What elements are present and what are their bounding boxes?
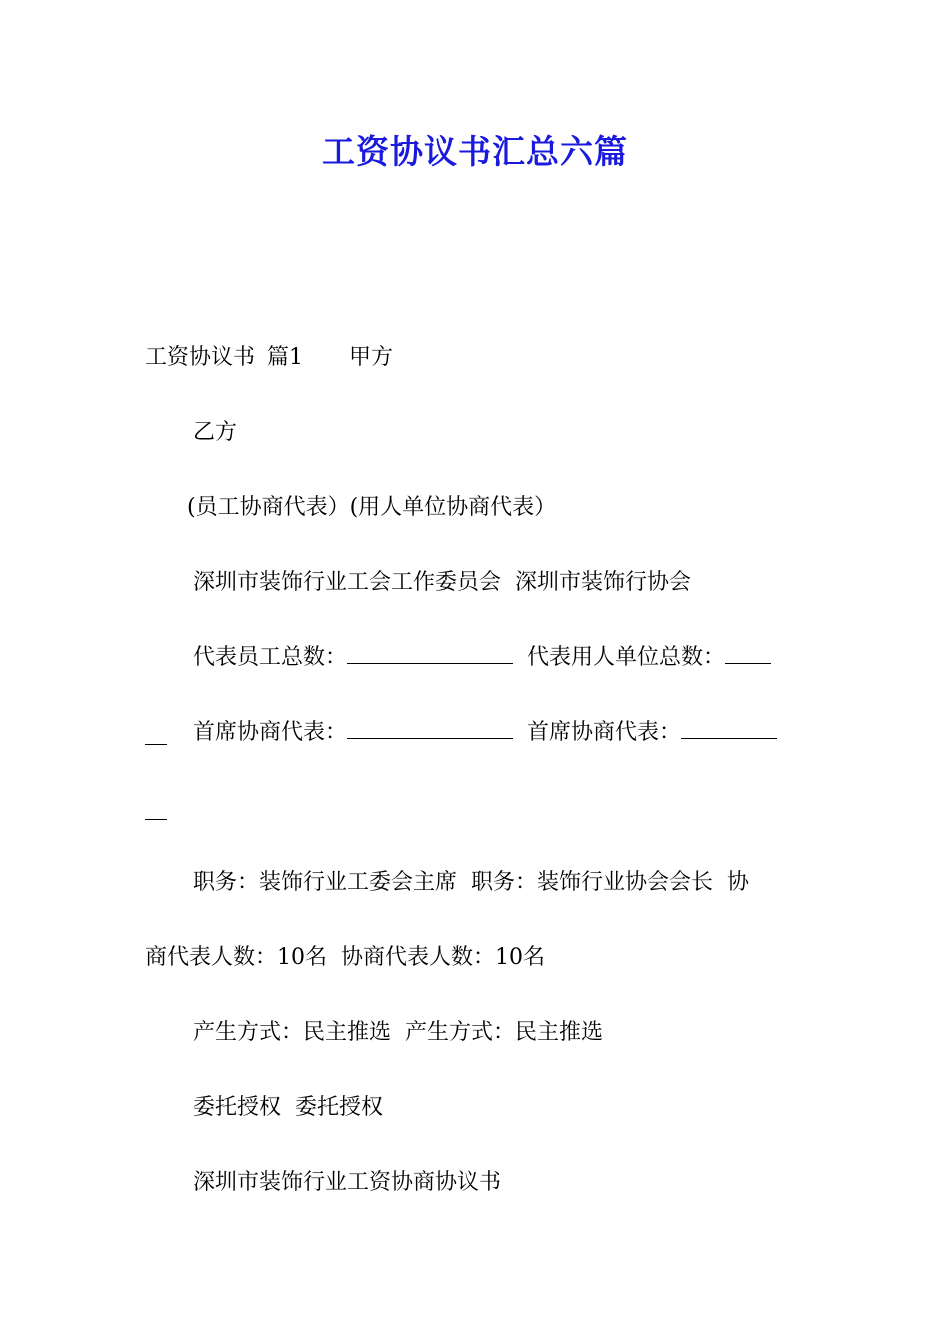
selection-method-line bbox=[193, 1016, 603, 1050]
chief-negotiator-a-label: 首席协商代表： bbox=[193, 720, 348, 745]
negotiator-count-a: 商代表人数：10名 bbox=[145, 945, 327, 970]
heading-line bbox=[145, 341, 393, 375]
totals-line bbox=[193, 641, 771, 675]
agreement-heading: 工资协议书 bbox=[145, 345, 256, 370]
chief-negotiator-a-blank bbox=[347, 720, 513, 739]
total-employers-label: 代表用人单位总数： bbox=[527, 645, 726, 670]
authorization-a: 委托授权 bbox=[193, 1095, 282, 1120]
union-committee-name: 深圳市装饰行业工会工作委员会 bbox=[193, 570, 502, 595]
total-employers-blank-continued bbox=[145, 726, 167, 745]
selection-method-b: 产生方式：民主推选 bbox=[405, 1020, 604, 1045]
total-employees-label: 代表员工总数： bbox=[193, 645, 348, 670]
agreement-name-line: 深圳市装饰行业工资协商协议书 bbox=[193, 1170, 502, 1195]
position-a: 职务：装饰行业工委会主席 bbox=[193, 870, 458, 895]
section-number: 篇1 bbox=[267, 345, 304, 370]
total-employers-blank bbox=[725, 645, 771, 664]
position-line-tail: 协 bbox=[727, 870, 750, 895]
chief-negotiator-line bbox=[193, 716, 777, 750]
organizations-line bbox=[193, 566, 691, 600]
negotiator-count-b: 协商代表人数：10名 bbox=[341, 945, 545, 970]
representatives-line: (员工协商代表）(用人单位协商代表） bbox=[187, 495, 557, 520]
negotiator-count-line bbox=[145, 941, 545, 975]
chief-negotiator-b-blank-continued bbox=[145, 801, 167, 820]
party-a-label: 甲方 bbox=[349, 345, 394, 370]
total-employees-blank bbox=[347, 645, 513, 664]
position-b: 职务：装饰行业协会会长 bbox=[471, 870, 714, 895]
chief-negotiator-b-blank bbox=[681, 720, 777, 739]
selection-method-a: 产生方式：民主推选 bbox=[193, 1020, 392, 1045]
authorization-b: 委托授权 bbox=[295, 1095, 384, 1120]
authorization-line bbox=[193, 1091, 383, 1125]
industry-association-name: 深圳市装饰行协会 bbox=[515, 570, 692, 595]
party-b-label: 乙方 bbox=[193, 420, 238, 445]
document-title: 工资协议书汇总六篇 bbox=[322, 132, 628, 171]
position-line bbox=[193, 866, 749, 900]
chief-negotiator-b-label: 首席协商代表： bbox=[527, 720, 682, 745]
